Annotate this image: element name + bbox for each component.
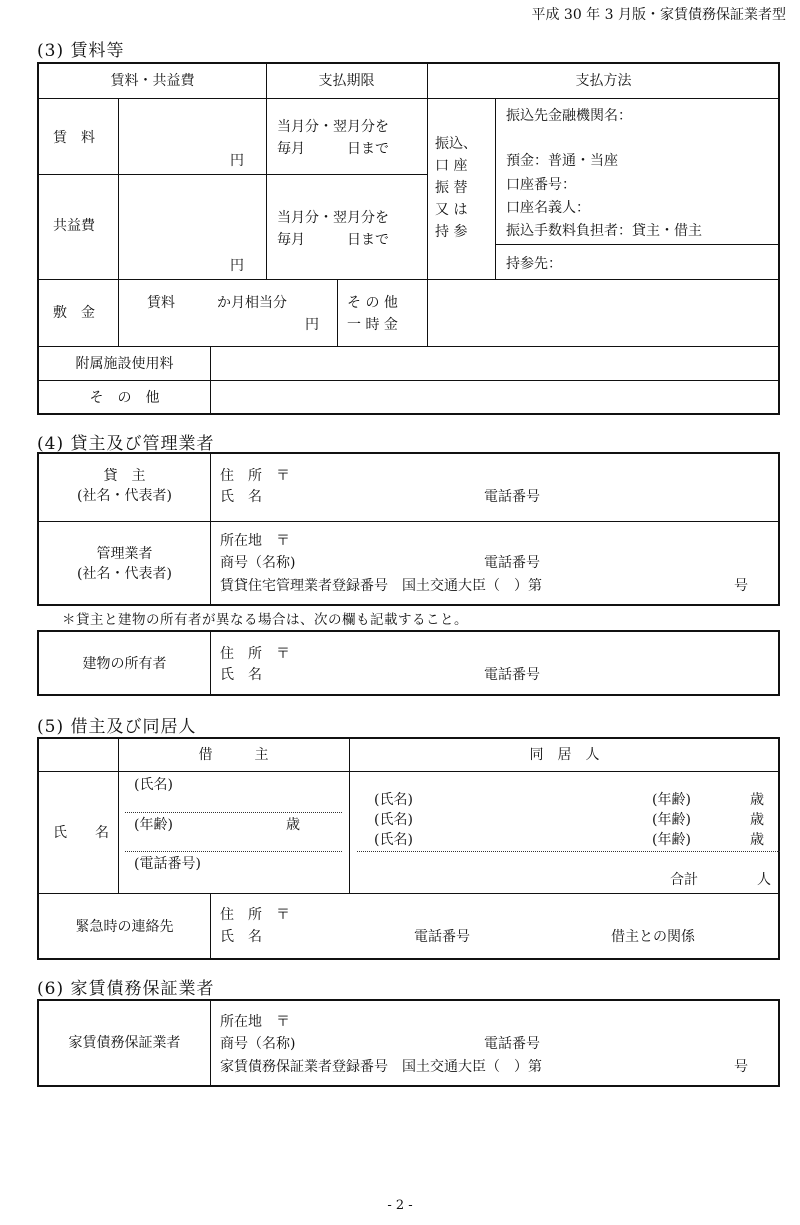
cohabitant-3-age-unit: 歳 [750, 832, 764, 848]
common-fee-yen: 円 [230, 258, 244, 274]
rent-yen: 円 [230, 153, 244, 169]
method-label-3: 振 替 [435, 180, 468, 196]
cohabitant-total-unit: 人 [757, 872, 771, 888]
lessor-phone: 電話番号 [484, 489, 540, 505]
manager-location: 所在地 〒 [220, 533, 290, 549]
deposit-label: 敷 金 [53, 305, 95, 321]
section5-title: (5) 借主及び同居人 [37, 717, 197, 737]
common-fee-label: 共益費 [53, 218, 95, 234]
account-holder: 口座名義人： [506, 200, 590, 216]
lessor-label: 貸 主 [103, 468, 146, 484]
manager-trade-name: 商号（名称) [220, 555, 296, 571]
method-label-1: 振込、 [435, 136, 477, 152]
owner-name: 氏 名 [220, 667, 262, 683]
method-label-4: 又 は [435, 202, 468, 218]
deposit-yen: 円 [305, 317, 319, 333]
owner-label: 建物の所有者 [82, 656, 167, 672]
emergency-relation: 借主との関係 [611, 929, 695, 945]
owner-phone: 電話番号 [484, 667, 540, 683]
header-rent-fee: 賃料・共益費 [110, 73, 195, 89]
rent-table [37, 62, 780, 415]
cohabitant-header: 同 居 人 [529, 747, 600, 763]
tenant-header: 借 主 [198, 747, 269, 763]
facility-fee-label: 附属施設使用料 [75, 356, 174, 372]
lessor-address: 住 所 〒 [220, 468, 290, 484]
manager-label: 管理業者 [96, 546, 153, 562]
tenant-age: (年齢) [134, 817, 173, 833]
guarantor-trade-name: 商号（名称) [220, 1036, 296, 1052]
guarantor-reg-go: 号 [734, 1059, 748, 1075]
guarantor-location: 所在地 〒 [220, 1014, 290, 1030]
cohabitant-total: 合計 [670, 872, 698, 888]
method-label-2: 口 座 [435, 158, 468, 174]
emergency-name: 氏 名 [220, 929, 262, 945]
other-label: そ の 他 [89, 390, 160, 406]
bank-name: 振込先金融機関名： [506, 108, 632, 124]
cohabitant-1-age: (年齢) [652, 792, 691, 808]
lessor-sublabel: (社名・代表者) [77, 488, 172, 504]
tenant-table [37, 737, 780, 960]
form-version: 平成 30 年 3 月版・家賃債務保証業者型 [531, 7, 786, 23]
page-number: - 2 - [387, 1198, 413, 1213]
name-row-label: 氏 名 [53, 825, 109, 841]
emergency-phone: 電話番号 [414, 929, 470, 945]
owner-note: ＊貸主と建物の所有者が異なる場合は、次の欄も記載すること。 [62, 612, 468, 628]
fee-bearer: 振込手数料負担者：貸主・借主 [506, 223, 702, 239]
guarantor-reg-no: 家賃債務保証業者登録番号 国土交通大臣（ ）第 [220, 1059, 542, 1075]
rent-due-line1: 当月分・翌月分を [277, 119, 389, 135]
section4-title: (4) 貸主及び管理業者 [37, 434, 215, 454]
tenant-phone: (電話番号) [134, 856, 201, 872]
header-method: 支払方法 [575, 73, 632, 89]
cohabitant-3-age: (年齢) [652, 832, 691, 848]
rent-label: 賃 料 [53, 130, 95, 146]
cohabitant-2-name: (氏名) [374, 812, 413, 828]
manager-reg-go: 号 [734, 578, 748, 594]
bring-to: 持参先： [506, 256, 562, 272]
cohabitant-3-name: (氏名) [374, 832, 413, 848]
deposit-type: 預金：普通・当座 [506, 153, 618, 169]
fee-due-line1: 当月分・翌月分を [277, 210, 389, 226]
rent-due-line2: 毎月 日まで [277, 141, 389, 157]
header-due: 支払期限 [318, 73, 375, 89]
fee-due-line2: 毎月 日まで [277, 232, 389, 248]
cohabitant-1-name: (氏名) [374, 792, 413, 808]
manager-sublabel: (社名・代表者) [77, 566, 172, 582]
guarantor-table [37, 999, 780, 1087]
lessor-table [37, 452, 780, 606]
cohabitant-1-age-unit: 歳 [750, 792, 764, 808]
emergency-address: 住 所 〒 [220, 907, 290, 923]
manager-reg-no: 賃貸住宅管理業者登録番号 国土交通大臣（ ）第 [220, 578, 542, 594]
tenant-name: (氏名) [134, 777, 173, 793]
manager-phone: 電話番号 [484, 555, 540, 571]
section3-title: (3) 賃料等 [37, 41, 125, 61]
account-number: 口座番号： [506, 177, 576, 193]
owner-address: 住 所 〒 [220, 646, 290, 662]
owner-table [37, 630, 780, 696]
guarantor-phone: 電話番号 [484, 1036, 540, 1052]
deposit-months: 賃料 か月相当分 [147, 295, 287, 311]
cohabitant-2-age-unit: 歳 [750, 812, 764, 828]
other-lump-2: 一 時 金 [347, 317, 398, 333]
method-label-5: 持 参 [435, 224, 468, 240]
tenant-age-unit: 歳 [286, 817, 300, 833]
section6-title: (6) 家賃債務保証業者 [37, 979, 215, 999]
lessor-name: 氏 名 [220, 489, 262, 505]
guarantor-label: 家賃債務保証業者 [68, 1035, 181, 1051]
emergency-label: 緊急時の連絡先 [75, 919, 174, 935]
other-lump-1: そ の 他 [347, 295, 398, 311]
cohabitant-2-age: (年齢) [652, 812, 691, 828]
